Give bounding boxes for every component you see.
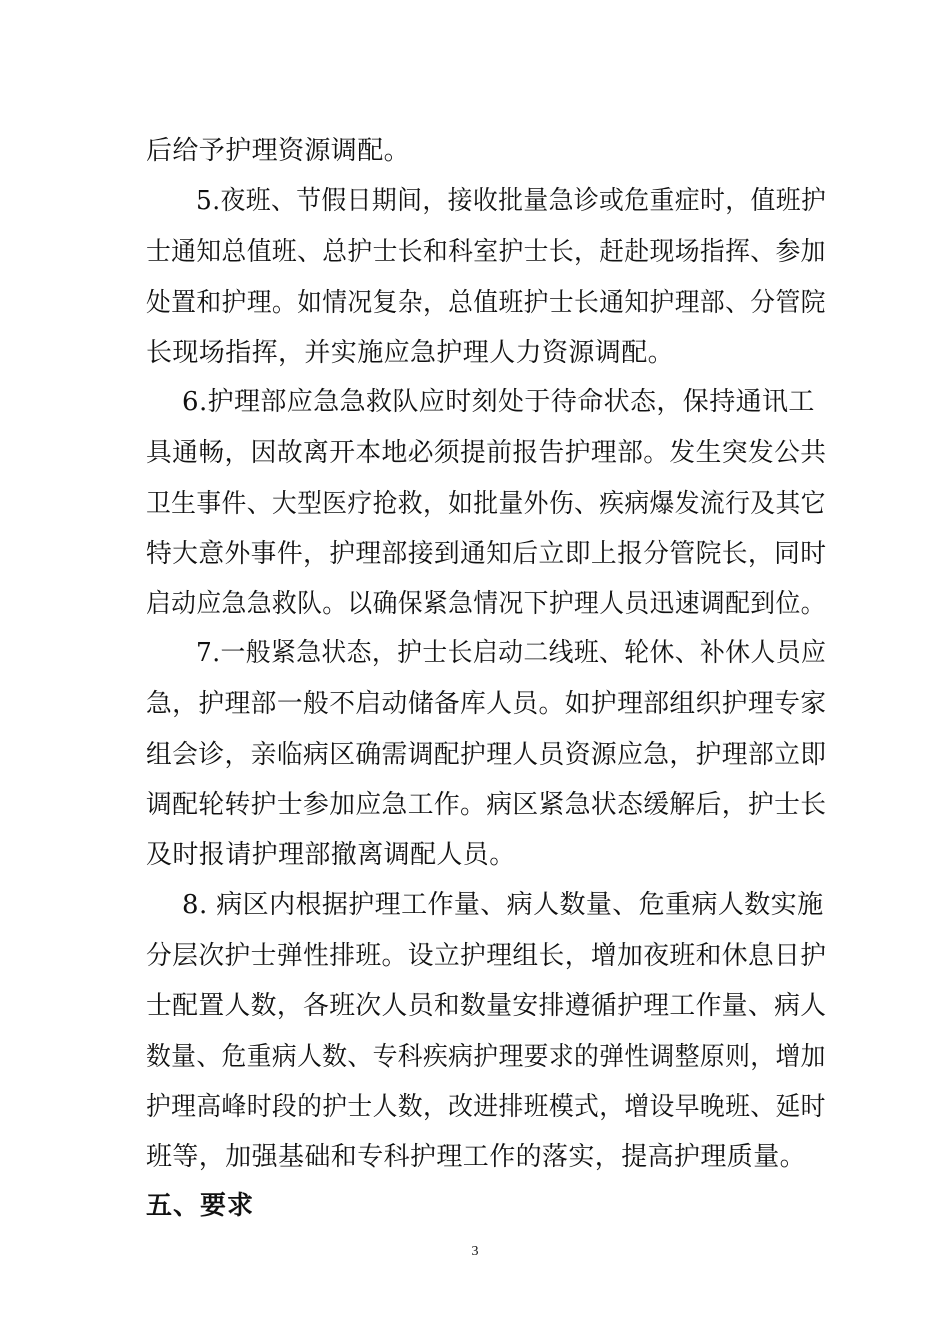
paragraph-7-first-line: 7.一般紧急状态，护士长启动二线班、轮休、补休人员应 bbox=[196, 638, 827, 668]
text-line: 及时报请护理部撤离调配人员。 bbox=[146, 840, 516, 870]
text-line: 调配轮转护士参加应急工作。病区紧急状态缓解后，护士长 bbox=[146, 790, 827, 820]
text-line: 数量、危重病人数、专科疾病护理要求的弹性调整原则，增加 bbox=[146, 1042, 826, 1072]
paragraph-5-first-line: 5.夜班、节假日期间，接收批量急诊或危重症时，值班护 bbox=[196, 186, 827, 216]
text-line: 士通知总值班、总护士长和科室护士长，赶赴现场指挥、参加 bbox=[146, 237, 826, 267]
text-line: 士配置人数，各班次人员和数量安排遵循护理工作量、病人 bbox=[146, 991, 827, 1021]
paragraph-6-first-line: 6.护理部应急急救队应时刻处于待命状态，保持通讯工 bbox=[182, 387, 815, 417]
text-line: 护理高峰时段的护士人数，改进排班模式，增设早晚班、延时 bbox=[146, 1092, 826, 1122]
text-line: 卫生事件、大型医疗抢救，如批量外伤、疾病爆发流行及其它 bbox=[146, 489, 826, 519]
text-line: 急，护理部一般不启动储备库人员。如护理部组织护理专家 bbox=[146, 689, 827, 719]
text-line: 组会诊，亲临病区确需调配护理人员资源应急，护理部立即 bbox=[146, 740, 827, 770]
text-line: 班等，加强基础和专科护理工作的落实，提高护理质量。 bbox=[146, 1142, 807, 1172]
text-line: 启动应急急救队。以确保紧急情况下护理人员迅速调配到位。 bbox=[146, 589, 826, 619]
text-line: 处置和护理。如情况复杂，总值班护士长通知护理部、分管院 bbox=[146, 288, 826, 318]
section-heading: 五、要求 bbox=[146, 1191, 255, 1221]
paragraph-8-first-line: 8. 病区内根据护理工作量、病人数量、危重病人数实施 bbox=[182, 890, 824, 920]
text-line: 特大意外事件，护理部接到通知后立即上报分管院长，同时 bbox=[146, 539, 827, 569]
text-line: 分层次护士弹性排班。设立护理组长，增加夜班和休息日护 bbox=[146, 941, 827, 971]
text-line: 具通畅，因故离开本地必须提前报告护理部。发生突发公共 bbox=[146, 438, 827, 468]
text-line: 后给予护理资源调配。 bbox=[146, 136, 411, 166]
text-line: 长现场指挥，并实施应急护理人力资源调配。 bbox=[146, 338, 675, 368]
page-number: 3 bbox=[471, 1244, 479, 1259]
